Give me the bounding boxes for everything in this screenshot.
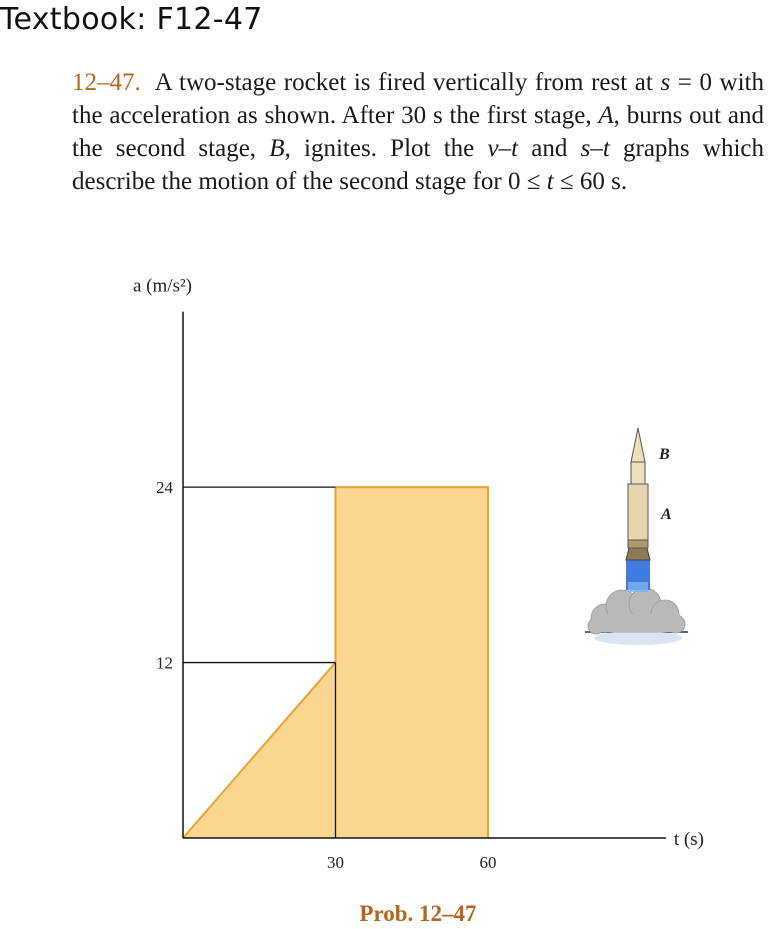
rocket-illustration [585, 428, 688, 645]
y-tick-label: 24 [156, 478, 173, 498]
figure-caption: Prob. 12–47 [359, 901, 477, 926]
rocket-nozzle [626, 548, 650, 560]
var-s: s [660, 69, 671, 96]
problem-text-3: , burns out and the second stage, [72, 102, 764, 162]
x-tick-label: 60 [479, 853, 497, 872]
smoke-cloud [588, 588, 685, 634]
y-tick-label: 12 [156, 653, 173, 673]
problem-text-5: and [518, 135, 581, 162]
page-header: Textbook: F12-47 [0, 2, 263, 37]
rocket-label-b: B [659, 446, 670, 463]
stage-a-body [628, 484, 648, 548]
x-tick-label: 30 [326, 853, 344, 872]
problem-number: 12–47. [72, 69, 141, 96]
var-vt: v–t [487, 135, 519, 162]
problem-text-7: ≤ 60 s. [553, 168, 628, 195]
ground-shadow [594, 631, 682, 645]
var-t: t [546, 168, 554, 195]
y-axis-label: a (m/s²) [133, 275, 192, 297]
problem-text-2: = 0 with the acceleration as shown. After 30 s the first stage, [72, 69, 764, 129]
nose-cone [631, 428, 645, 462]
stage-b-body [631, 462, 645, 484]
var-a: A [598, 102, 614, 129]
x-axis-label: t (s) [673, 829, 704, 850]
rocket-label-a: A [661, 506, 672, 523]
area-stage-b [335, 487, 487, 838]
problem-text-1: A two-stage rocket is fired vertically from rest at [154, 69, 653, 96]
problem-text-6: graphs which describe the motion of the second stage for 0 ≤ [72, 135, 764, 195]
problem-text-4: , ignites. Plot the [284, 135, 488, 162]
var-st: s–t [580, 135, 610, 162]
var-b: B [269, 135, 285, 162]
